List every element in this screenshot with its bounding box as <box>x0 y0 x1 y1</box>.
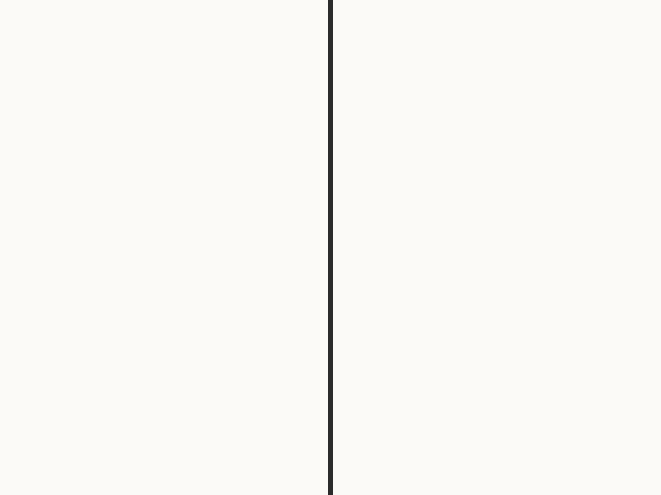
text-line <box>363 227 631 244</box>
text-line <box>30 305 298 322</box>
text-line <box>363 296 631 313</box>
text-line <box>30 373 298 390</box>
text-line <box>30 219 298 236</box>
text-line <box>363 193 631 210</box>
text-line <box>30 322 298 339</box>
text-line <box>30 64 298 81</box>
text-line <box>363 244 631 261</box>
text-line <box>363 124 631 141</box>
text-line <box>363 90 631 107</box>
text-line <box>30 425 298 442</box>
text-line <box>363 330 631 347</box>
left-body-text <box>30 64 298 459</box>
text-line <box>363 158 631 175</box>
text-line <box>30 81 298 98</box>
text-line <box>30 202 298 219</box>
text-line <box>30 98 298 115</box>
text-line <box>30 184 298 201</box>
text-line <box>30 408 298 425</box>
text-line <box>363 107 631 124</box>
text-line <box>30 253 298 270</box>
text-line <box>30 287 298 304</box>
text-line <box>363 347 631 364</box>
text-line <box>30 133 298 150</box>
right-page <box>333 0 661 495</box>
text-line <box>363 55 631 72</box>
text-line <box>363 72 631 89</box>
text-line <box>363 210 631 227</box>
text-line <box>363 141 631 158</box>
text-line <box>30 356 298 373</box>
text-line <box>30 391 298 408</box>
text-line <box>363 313 631 330</box>
text-line <box>30 339 298 356</box>
left-page <box>0 0 328 495</box>
text-line <box>363 365 631 382</box>
text-line <box>30 150 298 167</box>
text-line <box>30 116 298 133</box>
right-body-text <box>363 38 631 382</box>
text-line <box>363 176 631 193</box>
text-line <box>363 279 631 296</box>
text-line <box>30 442 298 459</box>
text-line <box>30 270 298 287</box>
text-line <box>30 236 298 253</box>
text-line <box>363 38 631 55</box>
text-line <box>363 261 631 278</box>
text-line <box>30 167 298 184</box>
